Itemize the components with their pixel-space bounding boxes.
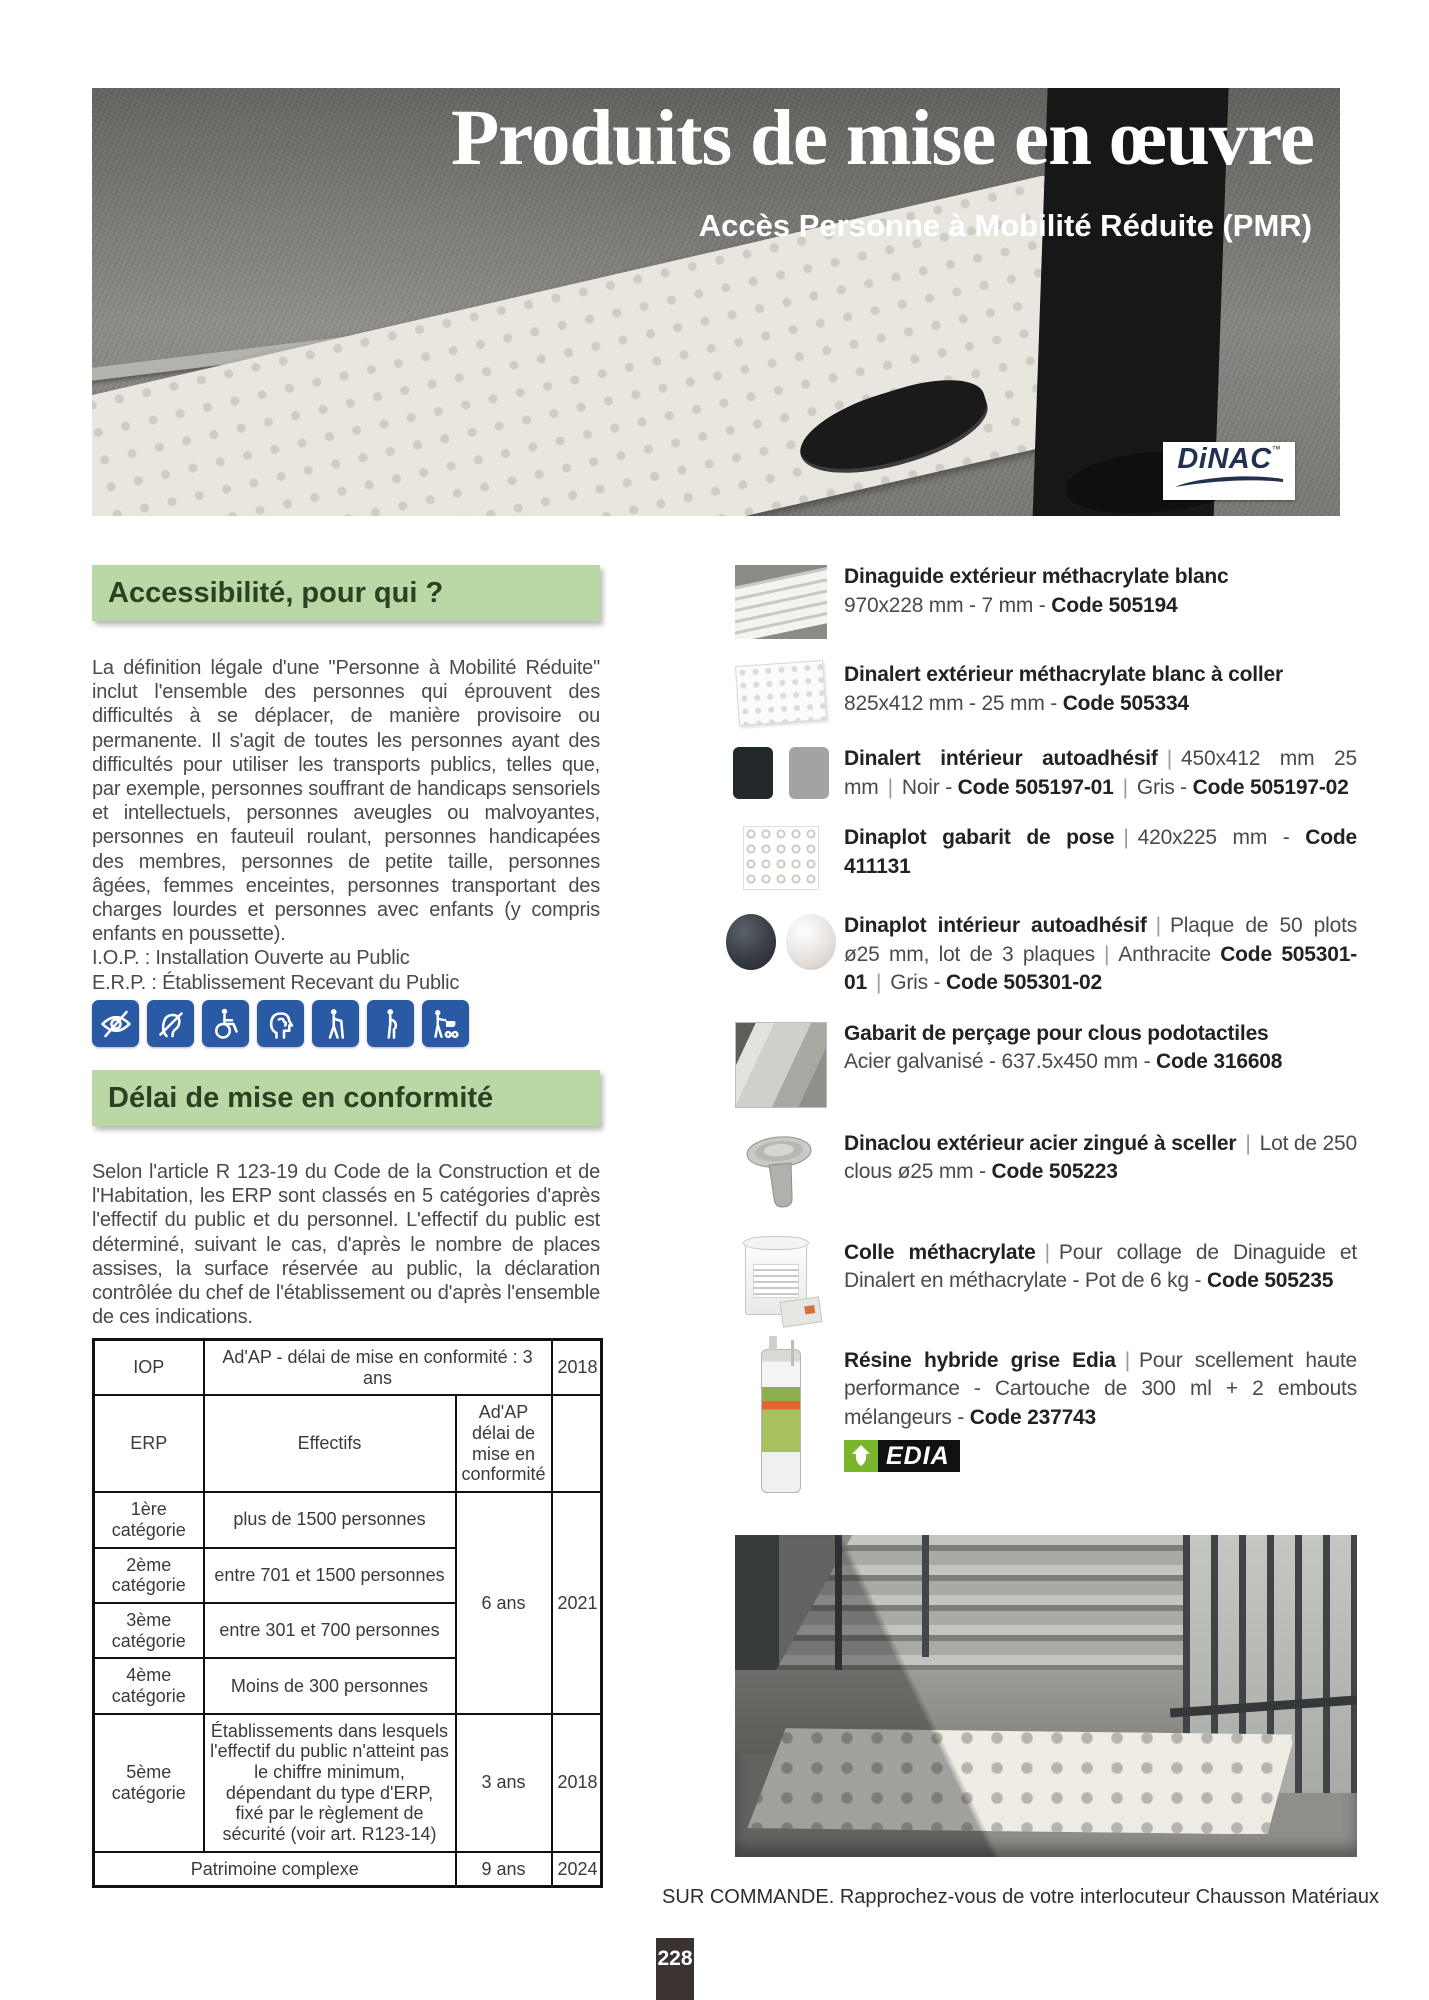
- cell-category: 4ème catégorie: [94, 1658, 204, 1713]
- pregnant-icon: [367, 1000, 414, 1047]
- product-thumb-dinaguide: [733, 563, 828, 639]
- blind-icon: [92, 1000, 139, 1047]
- section-heading-accessibility: Accessibilité, pour qui ?: [92, 565, 600, 621]
- product-thumb-gabarit-percage: [733, 1020, 828, 1108]
- table-row: [94, 1492, 602, 1547]
- table-row: [94, 1395, 602, 1492]
- page-number-badge: 228: [656, 1938, 694, 2000]
- anthracite-dome: [726, 914, 776, 970]
- product-item-colle: [733, 1239, 1357, 1325]
- product-thumb-resine: [733, 1347, 828, 1493]
- product-text: Dinaguide extérieur méthacrylate blanc 970x228 mm - 7 mm - Code 505194: [844, 565, 1229, 617]
- cell-patrimoine: Patrimoine complexe: [94, 1852, 456, 1887]
- cell-year: 2024: [552, 1852, 602, 1887]
- product-text: Dinaplot gabarit de pose | 420x225 mm - Code 411131: [844, 826, 1357, 878]
- table-row: [94, 1852, 602, 1887]
- accessibility-definition: La définition légale d'une "Personne à Mobilité Réduite" inclut l'ensemble des personnes qui éprouvent des difficultés à se déplacer, de manière provisoire ou permanente. Il s'agit de toutes les personnes ayant des difficultés pour utiliser les transports publics, telles que, par exemple, personnes souffrant de handicaps sensoriels et intellectuels, personnes aveugles ou malvoyantes, personnes en fauteuil roulant, personnes handicapées des membres, personnes de petite taille, personnes âgées, femmes enceintes, personnes transportant des charges lourdes et personnes avec enfants (y compris enfants en poussette).: [92, 657, 600, 946]
- conformity-table: [92, 1338, 603, 1888]
- elderly-icon: [312, 1000, 359, 1047]
- section-heading-conformity: Délai de mise en conformité: [92, 1070, 600, 1126]
- product-text: Colle méthacrylate | Pour collage de Dinaguide et Dinalert en méthacrylate - Pot de 6 kg - Code 505235: [844, 1240, 1357, 1293]
- cell-effectifs: Effectifs: [204, 1395, 456, 1492]
- cell-erp: ERP: [94, 1395, 204, 1492]
- product-item-dinaplot-gabarit: [733, 824, 1357, 890]
- product-thumb-colle: [733, 1239, 828, 1325]
- product-list: [733, 563, 1357, 1515]
- product-item-dinaclou: [733, 1130, 1357, 1217]
- gray-plate: [789, 747, 829, 799]
- page-subtitle: Accès Personne à Mobilité Réduite (PMR): [698, 208, 1312, 243]
- cell-category: 5ème catégorie: [94, 1714, 204, 1852]
- trademark-symbol: ™: [1271, 444, 1281, 454]
- ribbed-strip-image: [735, 565, 827, 639]
- edia-logo: [844, 1440, 960, 1472]
- metal-stud-image: [740, 1129, 821, 1220]
- cell-effectif: entre 701 et 1500 personnes: [204, 1548, 456, 1603]
- dinac-swoosh-icon: [1163, 474, 1295, 493]
- black-gray-plates-image: [733, 747, 829, 799]
- product-text: Gabarit de perçage pour clous podotactiles Acier galvanisé - 637.5x450 mm - Code 316608: [844, 1021, 1283, 1074]
- cell-adap-header: Ad'AP délai de mise en conformité: [456, 1395, 552, 1492]
- page-title: Produits de mise en œuvre: [450, 95, 1314, 182]
- dot-plate-image: [735, 660, 827, 726]
- cell-effectif: Établissements dans lesquels l'effectif du public n'atteint pas le chiffre minimum, dépendant du type d'ERP, fixé par le règlement de sécurité (voir art. R123-14): [204, 1714, 456, 1852]
- product-text: Dinaplot intérieur autoadhésif | Plaque de 50 plots ø25 mm, lot de 3 plaques | Anthracite Code 505301-01 | Gris - Code 505301-02: [844, 914, 1358, 995]
- cell-year: 2021: [552, 1492, 602, 1714]
- cell-category: 1ère catégorie: [94, 1492, 204, 1547]
- accessibility-paragraph: [92, 656, 600, 995]
- product-item-gabarit-percage: [733, 1020, 1357, 1108]
- cell-delay: 3 ans: [456, 1714, 552, 1852]
- product-thumb-dinaplot-gabarit: [733, 824, 828, 890]
- product-thumb-dinalert-interieur: [733, 745, 828, 802]
- erp-definition: E.R.P. : Établissement Recevant du Public: [92, 971, 460, 994]
- cell-delay: 9 ans: [456, 1852, 552, 1887]
- cell-year: 2018: [552, 1714, 602, 1852]
- product-item-dinaplot-interieur: [733, 912, 1357, 998]
- resin-cartridge-image: [761, 1349, 801, 1493]
- product-item-resine: [733, 1347, 1357, 1493]
- footer-note: SUR COMMANDE. Rapprochez-vous de votre interlocuteur Chausson Matériaux: [662, 1886, 1379, 1908]
- stroller-icon: [422, 1000, 469, 1047]
- product-text: Dinaclou extérieur acier zingué à sceller | Lot de 250 clous ø25 mm - Code 505223: [844, 1131, 1357, 1184]
- glue-pot-image: [741, 1241, 821, 1325]
- cell-category: 2ème catégorie: [94, 1548, 204, 1603]
- product-text: Résine hybride grise Edia | Pour scellement haute performance - Cartouche de 300 ml + 2 embouts mélangeurs - Code 237743: [844, 1348, 1357, 1429]
- accessibility-icons-row: [92, 1000, 469, 1047]
- table-row: [94, 1340, 602, 1396]
- product-thumb-dinaclou: [733, 1130, 828, 1217]
- product-item-dinalert-coller: [733, 661, 1357, 723]
- gray-dome: [786, 914, 836, 970]
- cell-effectif: plus de 1500 personnes: [204, 1492, 456, 1547]
- template-sheet-image: [743, 826, 819, 890]
- deaf-icon: [147, 1000, 194, 1047]
- cell-effectif: entre 301 et 700 personnes: [204, 1603, 456, 1658]
- black-plate: [733, 747, 773, 799]
- cell-year: 2018: [552, 1340, 602, 1396]
- conformity-paragraph: Selon l'article R 123-19 du Code de la Construction et de l'Habitation, les ERP sont classés en 5 catégories d'après l'effectif du public et du personnel. L'effectif du public est déterminé, suivant le cas, d'après le nombre de places assises, la surface réservée au public, la déclaration contrôlée du chef de l'établissement ou d'après l'ensemble de ces indications.: [92, 1161, 600, 1329]
- product-thumb-dinaplot-interieur: [733, 912, 828, 998]
- cell-adap-delay: Ad'AP - délai de mise en conformité : 3 ans: [204, 1340, 552, 1396]
- stairs-photo: [735, 1535, 1357, 1857]
- product-thumb-dinalert-coller: [733, 661, 828, 723]
- edia-logo-text: EDIA: [878, 1440, 960, 1472]
- table-row: [94, 1714, 602, 1852]
- steel-plate-photo: [735, 1022, 827, 1108]
- product-item-dinalert-interieur: [733, 745, 1357, 802]
- product-text: Dinalert intérieur autoadhésif | 450x412 mm 25 mm | Noir - Code 505197-01 | Gris - Code 505197-02: [844, 747, 1357, 799]
- photo-shadow: [735, 1535, 1357, 1857]
- cell-effectif: Moins de 300 personnes: [204, 1658, 456, 1713]
- cell-iop: IOP: [94, 1340, 204, 1396]
- edia-flame-icon: [844, 1440, 878, 1472]
- hero-photo: [92, 88, 1340, 516]
- cell-category: 3ème catégorie: [94, 1603, 204, 1658]
- cell-empty: [552, 1395, 602, 1492]
- product-text: Dinalert extérieur méthacrylate blanc à coller 825x412 mm - 25 mm - Code 505334: [844, 663, 1283, 715]
- wheelchair-icon: [202, 1000, 249, 1047]
- iop-definition: I.O.P. : Installation Ouverte au Public: [92, 947, 410, 970]
- glue-sachet-shape: [779, 1296, 822, 1327]
- dinac-logo: [1163, 442, 1295, 500]
- cognitive-icon: [257, 1000, 304, 1047]
- dinac-logo-text: DiNAC: [1177, 443, 1272, 475]
- product-item-dinaguide: [733, 563, 1357, 639]
- dome-studs-image: [726, 914, 836, 970]
- cell-delay: 6 ans: [456, 1492, 552, 1714]
